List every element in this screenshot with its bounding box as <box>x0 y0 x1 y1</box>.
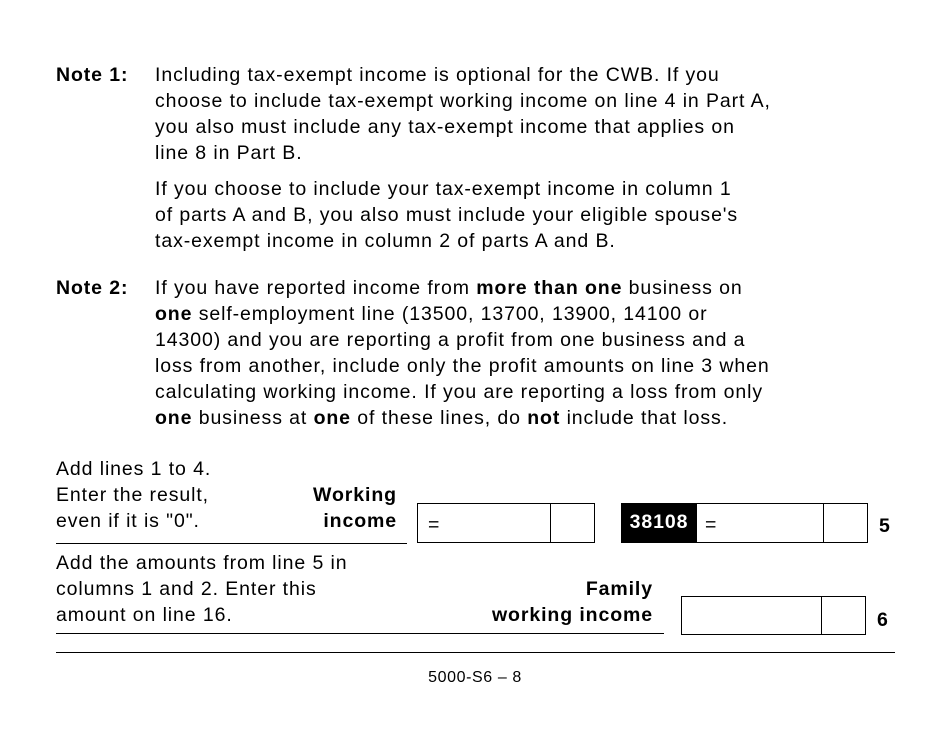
note1-line: If you choose to include your tax-exempt income in column 1 <box>155 178 732 200</box>
line6-number: 6 <box>877 609 888 631</box>
page-number: 5000-S6 – 8 <box>428 669 522 686</box>
note2-line: one self-employment line (13500, 13700, 13900, 14100 or <box>155 303 708 325</box>
note2-body <box>155 275 770 431</box>
note2-line: loss from another, include only the profit amounts on line 3 when <box>155 355 770 377</box>
note1-body <box>155 62 771 254</box>
footer-rule <box>56 652 895 653</box>
note1-label: Note 1: <box>56 64 129 86</box>
note2-line: 14300) and you are reporting a profit from one business and a <box>155 329 746 351</box>
note1-line: of parts A and B, you also must include your eligible spouse's <box>155 204 739 226</box>
note2-line: one business at one of these lines, do not include that loss. <box>155 407 729 429</box>
line5-label: Working income <box>313 484 397 532</box>
line5-column2-field[interactable] <box>696 503 868 543</box>
line5-number: 5 <box>879 515 890 537</box>
line6-label: Family working income <box>491 578 653 626</box>
note2-line: calculating working income. If you are reporting a loss from only <box>155 381 764 403</box>
note1-line: choose to include tax-exempt working income on line 4 in Part A, <box>155 90 771 112</box>
line5-instructions: Add lines 1 to 4. Enter the result, even if it is "0". <box>56 458 212 532</box>
line6-instructions: Add the amounts from line 5 in columns 1 and 2. Enter this amount on line 16. <box>56 552 348 626</box>
note1-line: Including tax-exempt income is optional for the CWB. If you <box>155 64 720 86</box>
line-code-38108: 38108 <box>621 503 697 543</box>
note1-line: line 8 in Part B. <box>155 142 303 164</box>
equals-sign: = <box>705 514 717 536</box>
note2-line: If you have reported income from more than one business on <box>155 277 743 299</box>
line6-underline <box>56 633 664 634</box>
line6-field[interactable] <box>681 596 866 635</box>
line5-column1-field[interactable] <box>417 503 595 543</box>
note1-line: you also must include any tax-exempt income that applies on <box>155 116 735 138</box>
note1-line: tax-exempt income in column 2 of parts A and B. <box>155 230 616 252</box>
line5-underline <box>56 543 407 544</box>
note2-label: Note 2: <box>56 277 129 299</box>
equals-sign: = <box>428 514 440 536</box>
